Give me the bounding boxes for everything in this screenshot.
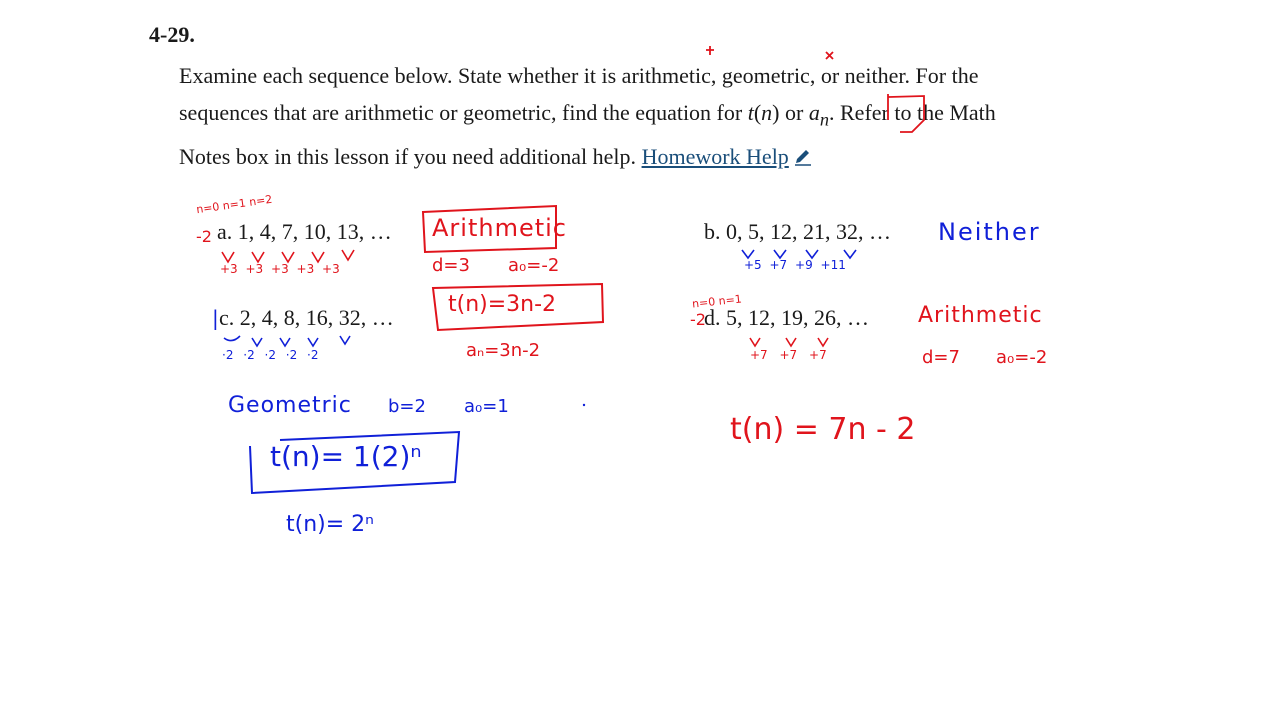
a-t-of-n: t(n)=3n-2	[448, 292, 557, 317]
d-initial-term: a₀=-2	[996, 347, 1048, 368]
a-index-labels: n=0 n=1 n=2	[195, 192, 274, 217]
pencil-icon[interactable]	[793, 140, 813, 158]
homework-help-link[interactable]: Homework Help	[641, 144, 789, 170]
a-type: Arithmetic	[432, 214, 567, 242]
math-t: t	[747, 100, 754, 125]
math-sub-n: n	[819, 109, 829, 130]
sequence-d: d. 5, 12, 19, 26, …	[704, 305, 869, 330]
prompt-line-2	[179, 94, 1139, 138]
sequence-c: c. 2, 4, 8, 16, 32, …	[219, 305, 394, 330]
prompt-line-1: Examine each sequence below. State whether it is arithmetic, geometric, or neither. For the	[179, 63, 979, 88]
sequence-b: b. 0, 5, 12, 21, 32, …	[704, 219, 891, 244]
prompt-line-3	[179, 138, 1139, 175]
c-common-ratio: b=2	[388, 396, 426, 417]
d-differences: +7 +7 +7	[750, 348, 827, 362]
c-initial-term: a₀=1	[464, 396, 509, 417]
d-common-difference: d=7	[922, 347, 960, 368]
a-a-sub-n: aₙ=3n-2	[466, 340, 541, 361]
math-a: a	[808, 100, 820, 125]
prompt-line-2-start: sequences that are arithmetic or geometric, find the equation for	[179, 100, 748, 125]
math-a-sub-n	[808, 100, 829, 130]
c-type: Geometric	[228, 393, 352, 418]
prompt-line-2-or: or	[779, 100, 809, 125]
math-t-of-n: t(n)	[747, 100, 780, 125]
a-prefix: -2	[196, 227, 212, 246]
c-ratios: ·2 ·2 ·2 ·2 ·2	[222, 348, 319, 362]
c-t-of-n-boxed: t(n)= 1(2)ⁿ	[270, 440, 422, 473]
a-differences: +3 +3 +3 +3 +3	[220, 262, 340, 276]
b-differences: +5 +7 +9 +11	[744, 258, 846, 272]
d-t-of-n: t(n) = 7n - 2	[730, 412, 916, 447]
a-common-difference: d=3	[432, 255, 470, 276]
d-type: Arithmetic	[918, 303, 1043, 328]
prompt-line-2-end: . Refer to the Math	[829, 100, 996, 125]
a-initial-term: a₀=-2	[508, 255, 560, 276]
b-type: Neither	[938, 218, 1041, 246]
c-mark: |	[212, 306, 219, 330]
c-t-of-n-simplified: t(n)= 2ⁿ	[286, 512, 374, 537]
math-n: n	[761, 100, 773, 125]
prompt-line-3-text: Notes box in this lesson if you need additional help.	[179, 144, 642, 170]
d-prefix: -2	[690, 310, 706, 329]
problem-number: 4-29.	[149, 22, 195, 47]
problem-prompt	[179, 57, 1139, 175]
d-index-labels: n=0 n=1	[691, 292, 743, 311]
sequence-a: a. 1, 4, 7, 10, 13, …	[217, 219, 392, 244]
